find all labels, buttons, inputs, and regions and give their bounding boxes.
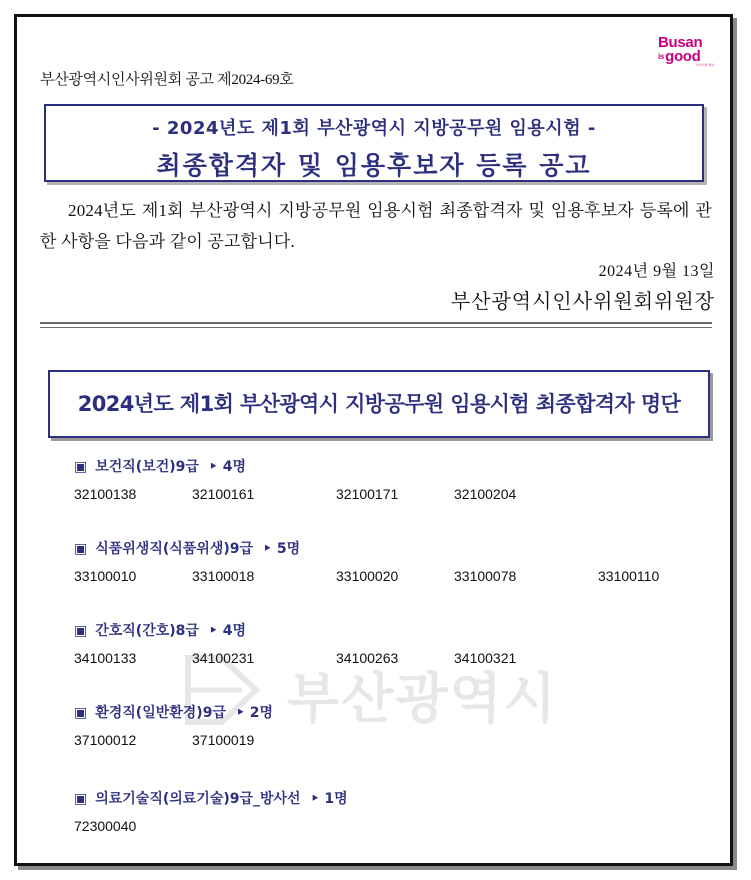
- candidate-number: 32100204: [454, 486, 517, 502]
- candidate-number-row: [74, 818, 714, 838]
- category-heading: [74, 456, 714, 476]
- square-bullet-icon: ▣: [74, 623, 88, 639]
- square-bullet-icon: ▣: [74, 459, 88, 475]
- category-count: ‣ 1명: [310, 791, 348, 807]
- candidate-number: 32100171: [336, 486, 399, 502]
- logo-line2: $^{is}$good: [658, 48, 701, 65]
- category-count: ‣ 5명: [263, 541, 301, 557]
- title-subtitle: - 2024년도 제1회 부산광역시 지방공무원 임용시험 -: [152, 118, 596, 139]
- logo-tagline: 부산이라 좋다: [696, 63, 715, 67]
- busan-is-good-logo: [658, 36, 718, 68]
- signer: 부산광역시인사위원회위원장: [450, 291, 715, 313]
- category-name: 간호직(간호)8급: [95, 623, 199, 639]
- square-bullet-icon: ▣: [74, 791, 88, 807]
- category-section: [74, 456, 714, 516]
- candidate-number-row: [74, 650, 714, 670]
- candidate-number: 37100012: [74, 732, 137, 748]
- logo-line1: Busan: [658, 34, 703, 51]
- candidate-number: 34100133: [74, 650, 137, 666]
- category-count: ‣ 2명: [235, 705, 274, 721]
- category-section: [74, 620, 714, 680]
- category-heading: [74, 538, 714, 558]
- passer-list-title: 2024년도 제1회 부산광역시 지방공무원 임용시험 최종합격자 명단: [48, 370, 710, 438]
- category-heading: [74, 788, 714, 808]
- category-heading: [74, 702, 714, 722]
- document-number: 부산광역시인사위원회 공고 제2024-69호: [40, 72, 294, 88]
- category-name: 의료기술직(의료기술)9급_방사선: [95, 791, 301, 807]
- intro-paragraph: 2024년도 제1회 부산광역시 지방공무원 임용시험 최종합격자 및 임용후보자 등록에 관한 사항을 다음과 같이 공고합니다.: [40, 201, 712, 251]
- candidate-number: 34100321: [454, 650, 517, 666]
- candidate-number: 32100161: [192, 486, 255, 502]
- divider: [40, 322, 712, 324]
- candidate-number: 33100010: [74, 568, 137, 584]
- category-name: 환경직(일반환경)9급: [95, 705, 226, 721]
- watermark-text: 부산광역시: [287, 667, 558, 730]
- category-count: ‣ 4명: [208, 459, 247, 475]
- category-heading: [74, 620, 714, 640]
- square-bullet-icon: ▣: [74, 541, 88, 557]
- category-name: 식품위생직(식품위생)9급: [95, 541, 254, 557]
- candidate-number: 32100138: [74, 486, 137, 502]
- title-main: 최종합격자 및 임용후보자 등록 공고: [156, 151, 592, 180]
- announcement-date: 2024년 9월 13일: [598, 263, 715, 280]
- category-section: [74, 538, 714, 598]
- candidate-number: 33100110: [598, 568, 660, 584]
- candidate-number: 72300040: [74, 818, 137, 834]
- candidate-number-row: [74, 486, 714, 506]
- announcement-title-box: [44, 104, 704, 182]
- candidate-number-row: [74, 732, 714, 752]
- square-bullet-icon: ▣: [74, 705, 88, 721]
- candidate-number: 34100263: [336, 650, 399, 666]
- category-name: 보건직(보건)9급: [95, 459, 199, 475]
- candidate-number: 33100078: [454, 568, 517, 584]
- category-section: [74, 702, 714, 762]
- category-section: [74, 788, 714, 848]
- candidate-number: 33100020: [336, 568, 399, 584]
- category-count: ‣ 4명: [208, 623, 247, 639]
- divider: [40, 327, 712, 328]
- candidate-number: 34100231: [192, 650, 255, 666]
- candidate-number: 37100019: [192, 732, 255, 748]
- candidate-number-row: [74, 568, 714, 588]
- candidate-number: 33100018: [192, 568, 255, 584]
